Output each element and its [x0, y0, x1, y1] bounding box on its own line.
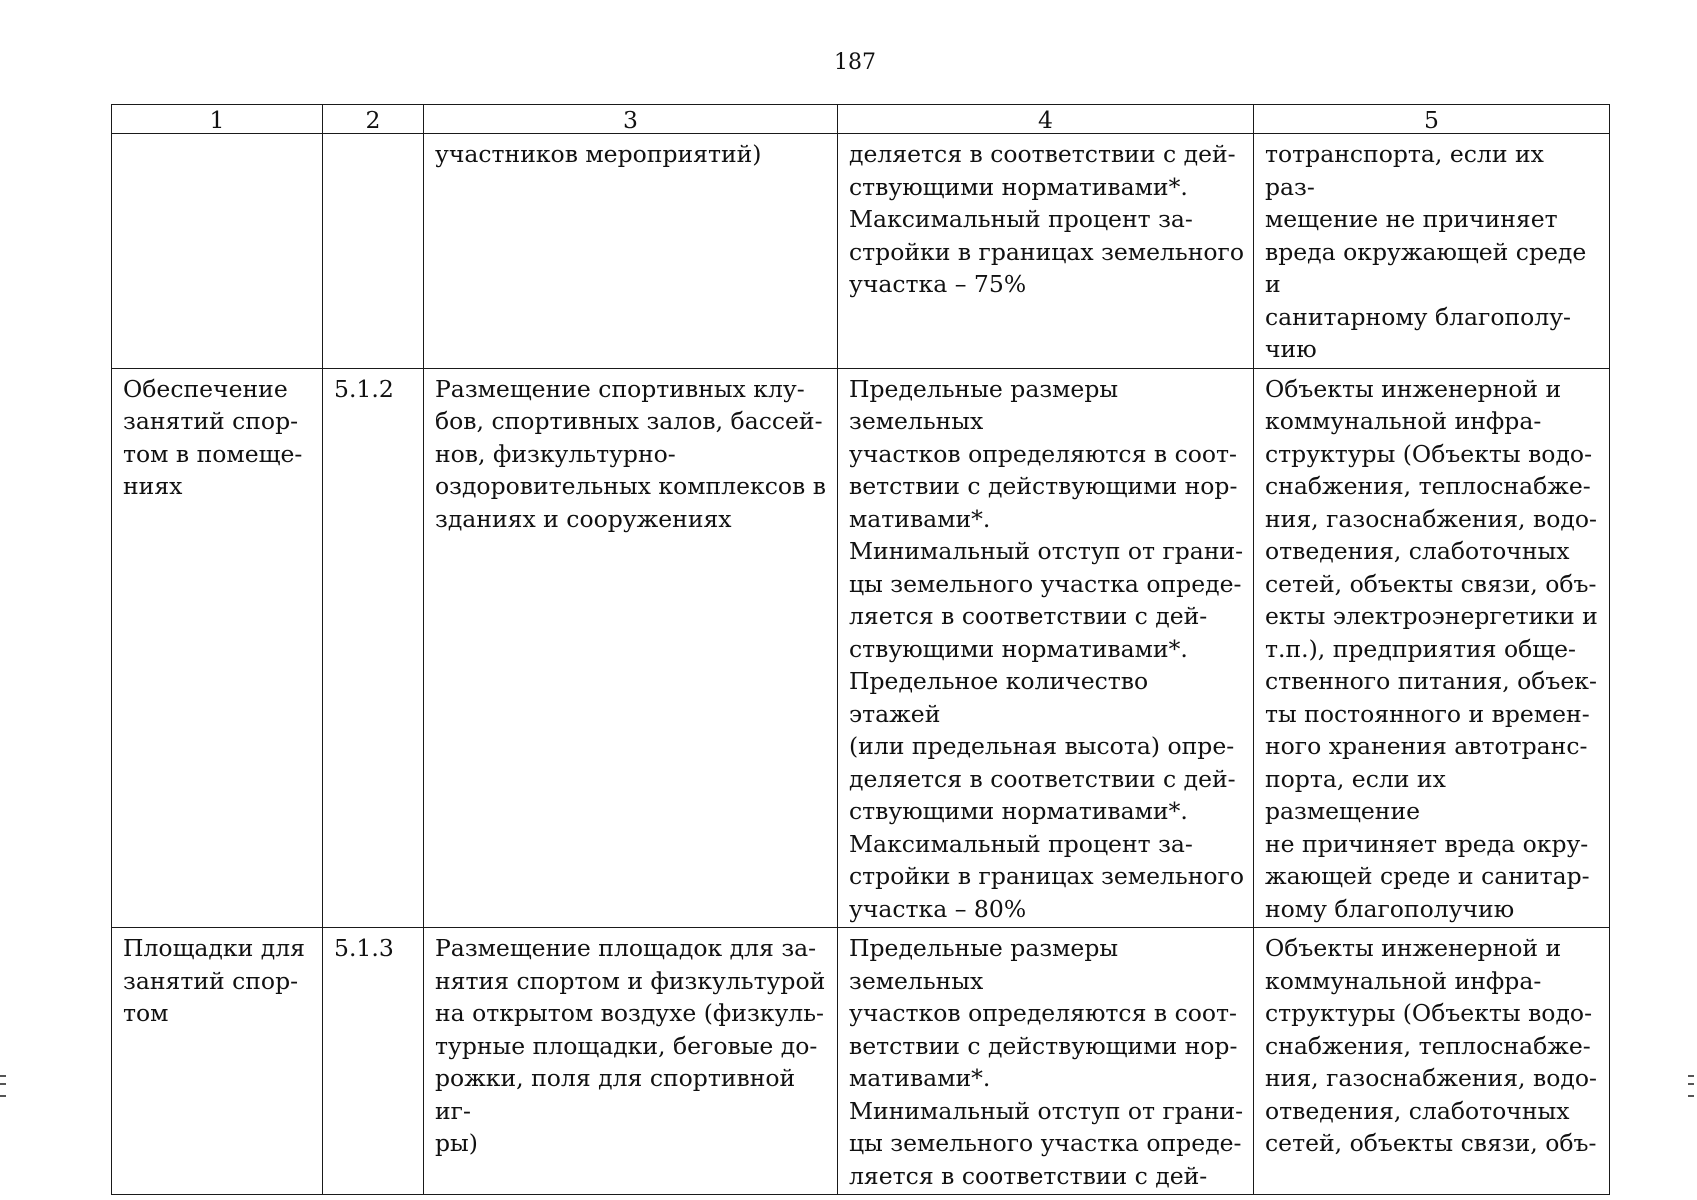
parameters-cell: [838, 928, 1254, 1195]
use-type-text: Площадки для занятий спор- том: [123, 934, 305, 1027]
code-cell: [323, 368, 424, 928]
use-type-cell: [112, 928, 323, 1195]
code-cell: [323, 134, 424, 369]
auxiliary-uses-text: Объекты инженерной и коммунальной инфра- структуры (Объекты водо- снабжения, теплоснабже- ния, газоснабжения, водо- отведения, слаботочных сетей, объекты связи, объ- екты электроэнергетики и т.п.), предприятия обще- ственного питания, объек- ты постоянного и времен- ного хранения автотранс- порта, если их размещение не причиняет вреда окру- жающей среде и санитар- ному благополучию: [1265, 374, 1598, 923]
code-text: 5.1.2: [334, 374, 394, 403]
parameters-cell: [838, 134, 1254, 369]
auxiliary-uses-text: Объекты инженерной и коммунальной инфра- структуры (Объекты водо- снабжения, теплоснабже- ния, газоснабжения, водо- отведения, слаботочных сетей, объекты связи, объ-: [1265, 934, 1597, 1157]
left-margin-mark: [0, 1075, 6, 1097]
land-use-table: [111, 104, 1610, 1195]
parameters-text: Предельные размеры земельных участков определяются в соот- ветствии с действующими нор- мативами*. Минимальный отступ от грани- цы земельного участка опреде- ляется в соответствии с дей-: [849, 934, 1244, 1190]
auxiliary-uses-cell: [1254, 134, 1610, 369]
use-type-text: Обеспечение занятий спор- том в помеще- ниях: [123, 374, 303, 500]
description-cell: [424, 134, 838, 369]
page-number: 187: [834, 50, 876, 75]
description-cell: [424, 368, 838, 928]
auxiliary-uses-cell: [1254, 928, 1610, 1195]
column-header-2: 2: [323, 105, 424, 134]
column-header-3: 3: [424, 105, 838, 134]
code-cell: [323, 928, 424, 1195]
parameters-text: деляется в соответствии с дей- ствующими нормативами*. Максимальный процент за- стройки в границах земельного участка – 75%: [849, 140, 1244, 298]
auxiliary-uses-text: тотранспорта, если их раз- мещение не причиняет вреда окружающей среде и санитарному благополу- чию: [1265, 140, 1587, 363]
description-cell: [424, 928, 838, 1195]
use-type-cell: [112, 368, 323, 928]
right-margin-mark: [1688, 1075, 1694, 1097]
description-text: Размещение спортивных клу- бов, спортивных залов, бассей- нов, физкультурно- оздоровительных комплексов в зданиях и сооружениях: [435, 374, 826, 533]
table-header-row: [112, 105, 1610, 134]
table-row: [112, 368, 1610, 928]
code-text: 5.1.3: [334, 934, 394, 962]
column-header-5: 5: [1254, 105, 1610, 134]
parameters-text: Предельные размеры земельных участков определяются в соот- ветствии с действующими нор- мативами*. Минимальный отступ от грани- цы земельного участка опреде- ляется в соответствии с дей- ствующими нормативами*. Предельное количество этажей (или предельная высота) опре- деляется в соответствии с дей- ствующими нормативами*. Максимальный процент за- стройки в границах земельного участка – 80%: [849, 374, 1244, 923]
use-type-cell: [112, 134, 323, 369]
column-header-4: 4: [838, 105, 1254, 134]
parameters-cell: [838, 368, 1254, 928]
column-header-1: 1: [112, 105, 323, 134]
auxiliary-uses-cell: [1254, 368, 1610, 928]
description-text: Размещение площадок для за- нятия спортом и физкультурой на открытом воздухе (физкуль- турные площадки, беговые до- рожки, поля для спортивной иг- ры): [435, 934, 826, 1157]
table-row: [112, 928, 1610, 1195]
table-row: [112, 134, 1610, 369]
description-text: участников мероприятий): [435, 140, 762, 168]
